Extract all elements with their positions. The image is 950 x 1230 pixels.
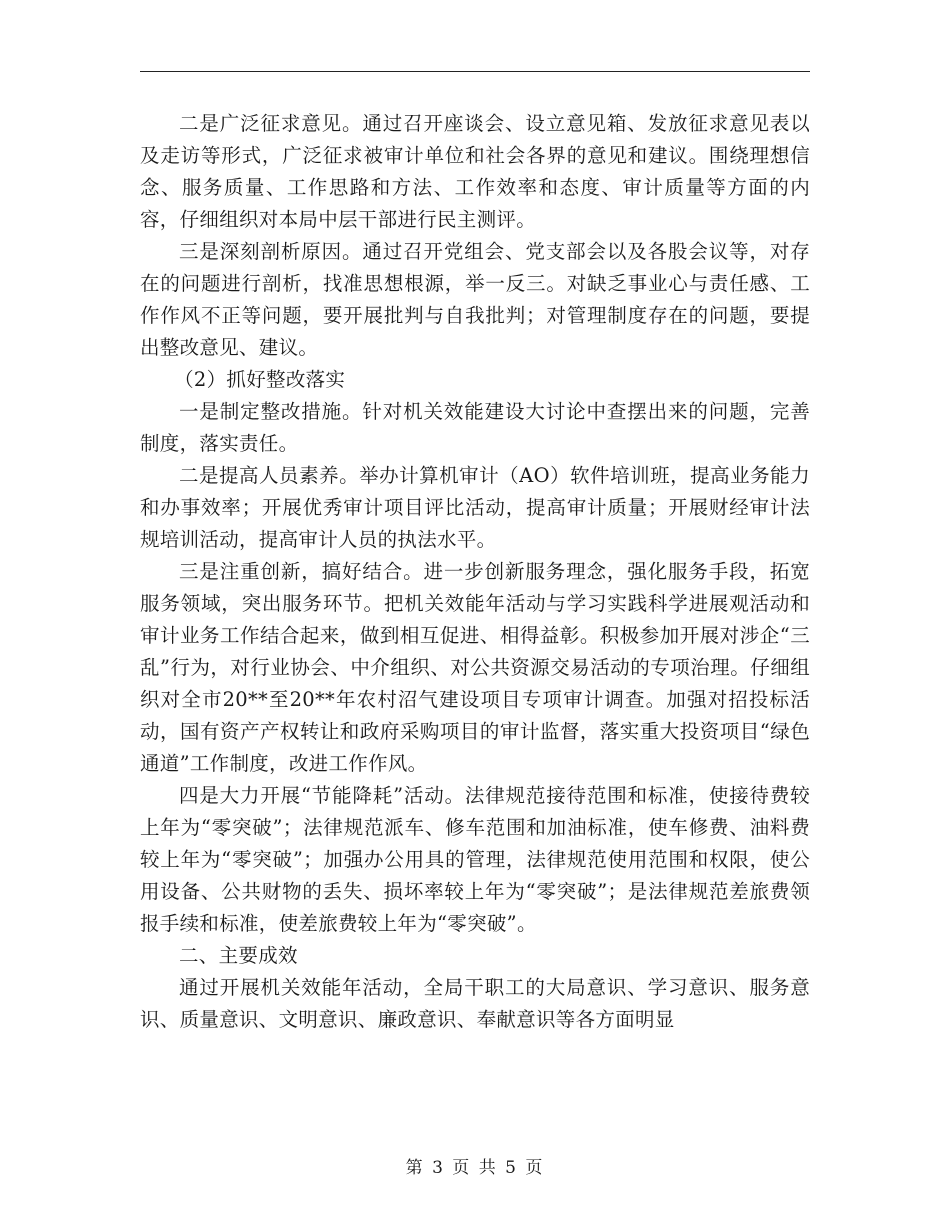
paragraph-solicit-opinions: 二是广泛征求意见。通过召开座谈会、设立意见箱、发放征求意见表以及走访等形式，广泛征求被审计单位和社会各界的意见和建议。围绕理想信念、服务质量、工作思路和方法、工作效率和态度、审计质量等方面的内容，仔细组织对本局中层干部进行民主测评。 [140, 112, 810, 231]
header-rule [140, 71, 810, 72]
paragraph-results: 通过开展机关效能年活动，全局干职工的大局意识、学习意识、服务意识、质量意识、文明意识、廉政意识、奉献意识等各方面明显 [140, 976, 810, 1031]
section-heading-results: 二、主要成效 [179, 944, 298, 967]
paragraph-measures: 一是制定整改措施。针对机关效能建设大讨论中查摆出来的问题，完善制度，落实责任。 [140, 400, 810, 455]
document-body [140, 108, 810, 1036]
subheading-rectification: （2）抓好整改落实 [174, 368, 346, 391]
paragraph-innovation: 三是注重创新，搞好结合。进一步创新服务理念，强化服务手段，拓宽服务领域，突出服务环节。把机关效能年活动与学习实践科学进展观活动和审计业务工作结合起来，做到相互促进、相得益彰。积极参加开展对涉企“三乱”行为，对行业协会、中介组织、对公共资源交易活动的专项治理。仔细组织对全市20**至20**年农村沼气建设项目专项审计调查。加强对招投标活动，国有资产产权转让和政府采购项目的审计监督，落实重大投资项目“绿色通道”工作制度，改进工作作风。 [140, 560, 810, 775]
paragraph-staff-quality: 二是提高人员素养。举办计算机审计（AO）软件培训班，提高业务能力和办事效率；开展优秀审计项目评比活动，提高审计质量；开展财经审计法规培训活动，提高审计人员的执法水平。 [140, 464, 810, 551]
paragraph-energy-saving: 四是大力开展“节能降耗”活动。法律规范接待范围和标准，使接待费较上年为“零突破”；法律规范派车、修车范围和加油标准，使车修费、油料费较上年为“零突破”；加强办公用具的管理，法律规范使用范围和权限，使公用设备、公共财物的丢失、损坏率较上年为“零突破”；是法律规范差旅费领报手续和标准，使差旅费较上年为“零突破”。 [140, 784, 810, 935]
page-number-footer: 第 3 页 共 5 页 [405, 1158, 545, 1178]
paragraph-analyze-causes: 三是深刻剖析原因。通过召开党组会、党支部会以及各股会议等，对存在的问题进行剖析，找准思想根源，举一反三。对缺乏事业心与责任感、工作作风不正等问题，要开展批判与自我批判；对管理制度存在的问题，要提出整改意见、建议。 [140, 240, 810, 359]
